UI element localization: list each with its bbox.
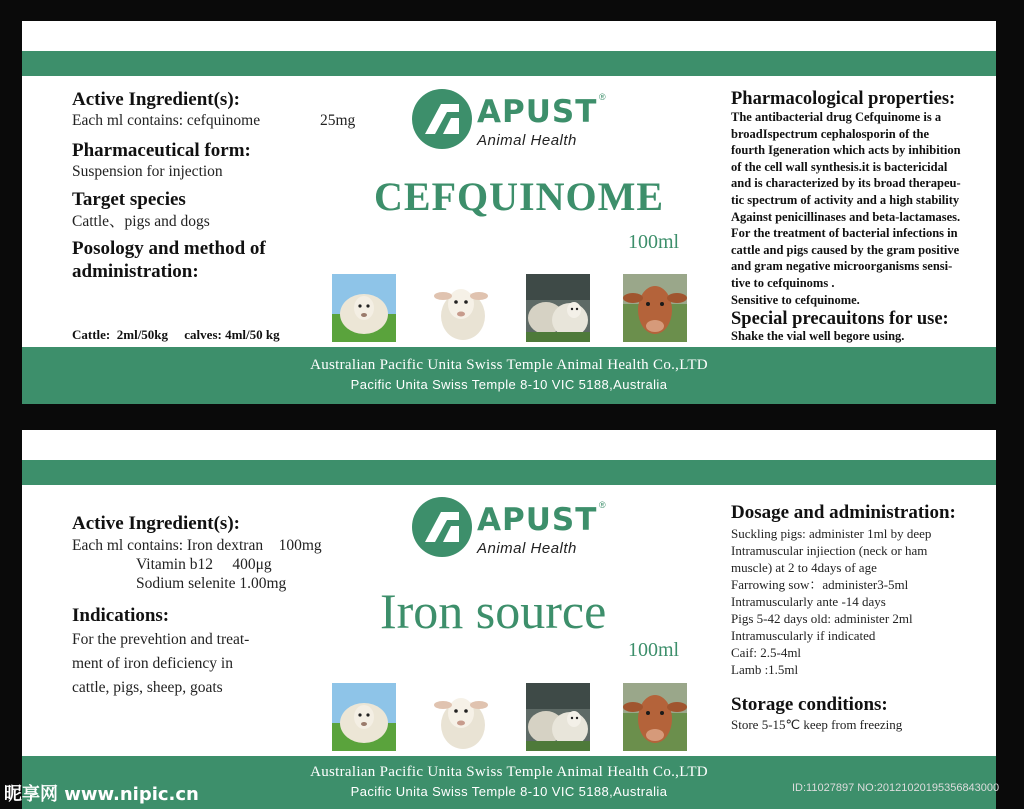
text-line: Suckling pigs: administer 1ml by deep [731, 526, 932, 541]
company-address: Pacific Unita Swiss Temple 8-10 VIC 5188,Australia [350, 784, 668, 799]
posology-heading-line1: Posology and method of [72, 238, 266, 259]
text-line: of the cell wall synthesis.it is bactericidal [731, 159, 948, 174]
text-line: and is characterized by its broad therapeu- [731, 176, 961, 191]
product-name: Iron source [380, 583, 607, 639]
text-line: tic spectrum of activity and a high stability [731, 192, 960, 207]
registered-mark: ® [599, 92, 606, 102]
watermark-id: ID:11027897 NO:20121020195356843000 [792, 782, 1000, 794]
product-volume: 100ml [628, 639, 680, 661]
text-line: Pigs 5-42 days old: administer 2ml [731, 611, 913, 626]
text-line: ment of iron deficiency in [72, 655, 233, 672]
apust-logo [411, 496, 611, 558]
logo-mark-icon [411, 88, 473, 150]
sheep-face-photo [429, 274, 493, 342]
logo-mark-icon [411, 496, 473, 558]
text-line: tive to cefquinoms . [731, 275, 835, 290]
indications-text [72, 628, 249, 700]
text-line: muscle) at 2 to 4days of age [731, 560, 877, 575]
indications-heading: Indications: [72, 605, 170, 626]
storage-heading: Storage conditions: [731, 694, 888, 715]
company-name: Australian Pacific Unita Swiss Temple Animal Health Co.,LTD [310, 764, 708, 780]
text-line: fourth Igeneration which acts by inhibition [731, 143, 961, 158]
sheep-flock-photo [526, 683, 590, 751]
text-line: Sensitive to cefquinome. [731, 292, 860, 307]
text-line: broadIspectrum cephalosporin of the [731, 126, 930, 141]
iron-source-label [22, 430, 996, 809]
sheep-flock-photo [526, 274, 590, 342]
text-line: For the treatment of bacterial infections in [731, 226, 958, 241]
pharmacological-heading: Pharmacological properties: [731, 89, 956, 109]
dosage-heading: Dosage and administration: [731, 502, 956, 523]
special-precautions-text: Shake the vial well begore using. [731, 329, 905, 343]
special-precautions-heading: Special precauitons for use: [731, 309, 949, 329]
sheep-face-photo [429, 683, 493, 751]
sheep-photo [332, 274, 396, 342]
product-volume: 100ml [628, 231, 680, 253]
pharmaceutical-form-heading: Pharmaceutical form: [72, 140, 251, 161]
target-species-text: Cattle、pigs and dogs [72, 213, 210, 230]
brand-tagline: Animal Health [477, 540, 577, 557]
company-name: Australian Pacific Unita Swiss Temple Animal Health Co.,LTD [310, 357, 708, 373]
registered-mark: ® [599, 500, 606, 510]
text-line: Caif: 2.5-4ml [731, 645, 802, 660]
active-ingredient-line: Each ml contains: Iron dextran 100mg [72, 537, 322, 554]
dosage-text [731, 525, 986, 678]
text-line: cattle, pigs, sheep, goats [72, 679, 223, 696]
top-green-band [22, 460, 996, 485]
active-ingredient-line: Vitamin b12 400μg [136, 556, 272, 573]
target-species-heading: Target species [72, 189, 186, 210]
active-ingredient-heading: Active Ingredient(s): [72, 89, 240, 110]
cow-photo [623, 683, 687, 751]
text-line: and gram negative microorganisms sensi- [731, 259, 953, 274]
text-line: Against penicillinases and beta-lactamases. [731, 209, 961, 224]
text-line: Intramuscularly ante -14 days [731, 594, 886, 609]
company-footer [22, 347, 996, 404]
text-line: Intramuscular injiection (neck or ham [731, 543, 928, 558]
product-name: CEFQUINOME [374, 174, 664, 219]
posology-heading-line2: administration: [72, 261, 199, 282]
cow-photo [623, 274, 687, 342]
text-line: Lamb :1.5ml [731, 662, 799, 677]
brand-name: APUST [477, 502, 598, 538]
text-line: Farrowing sow：administer3-5ml [731, 577, 909, 592]
pharmaceutical-form-text: Suspension for injection [72, 163, 223, 180]
text-line: For the prevehtion and treat- [72, 631, 250, 648]
text-line: Intramuscularly if indicated [731, 628, 876, 643]
storage-text: Store 5-15℃ keep from freezing [731, 717, 903, 732]
cefquinome-label [22, 21, 996, 404]
active-ingredient-text: Each ml contains: cefquinome [72, 112, 261, 129]
brand-tagline: Animal Health [477, 132, 577, 149]
active-ingredient-amount: 25mg [320, 112, 356, 129]
active-ingredient-line: Sodium selenite 1.00mg [136, 575, 287, 592]
pharmacological-text [731, 109, 986, 308]
apust-logo [411, 88, 611, 150]
text-line: The antibacterial drug Cefquinome is a [731, 110, 942, 124]
top-green-band [22, 51, 996, 76]
sheep-photo [332, 683, 396, 751]
active-ingredient-heading: Active Ingredient(s): [72, 513, 240, 534]
company-address: Pacific Unita Swiss Temple 8-10 VIC 5188,Australia [350, 377, 668, 392]
watermark-left: 昵享网 www.nipic.cn [4, 784, 199, 805]
brand-name: APUST [477, 94, 598, 130]
text-line: cattle and pigs caused by the gram positive [731, 242, 960, 257]
dosing-line: Cattle: 2ml/50kg calves: 4ml/50 kg [72, 327, 280, 342]
